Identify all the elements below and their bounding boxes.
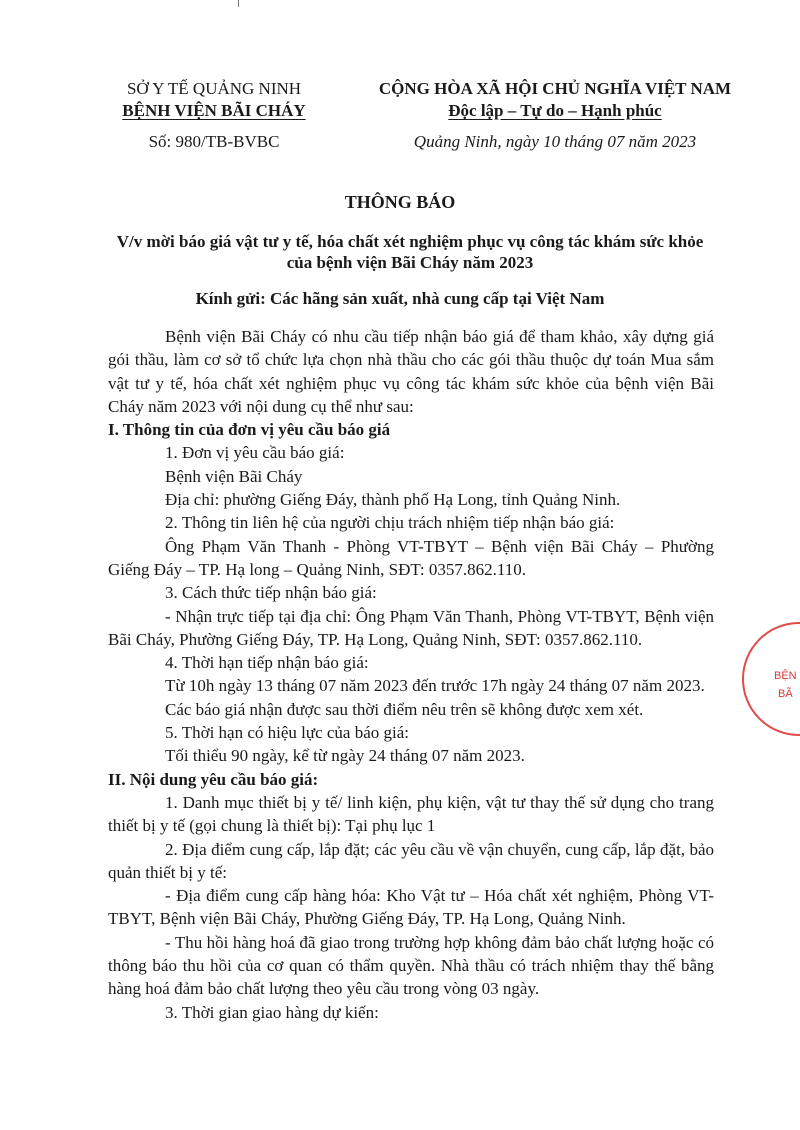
s1-p2: 2. Thông tin liên hệ của người chịu trách nhiệm tiếp nhận báo giá: bbox=[165, 513, 615, 533]
red-seal-stamp bbox=[742, 622, 800, 736]
intro-paragraph: Bệnh viện Bãi Cháy có nhu cầu tiếp nhận báo giá để tham khảo, xây dựng giá gói thầu, làm cơ sở tổ chức lựa chọn nhà thầu cho các gói thầu thuộc dự toán Mua sắm vật tư y tế, hóa chất xét nghiệm phục vụ công tác khám sức khỏe của bệnh viện Bãi Cháy năm 2023 với nội dung cụ thể như sau: bbox=[108, 327, 714, 416]
document-date: Quảng Ninh, ngày 10 tháng 07 năm 2023 bbox=[413, 132, 697, 151]
s1-p3a: - Nhận trực tiếp tại địa chỉ: Ông Phạm Văn Thanh, Phòng VT-TBYT, Bệnh viện Bãi Cháy, Phường Giếng Đáy, TP. Hạ Long, Quảng Ninh, SĐT: 0357.862.110. bbox=[108, 606, 714, 649]
section-2-heading: II. Nội dung yêu cầu báo giá: bbox=[108, 769, 319, 789]
nation-name: CỘNG HÒA XÃ HỘI CHỦ NGHĨA VIỆT NAM bbox=[378, 79, 732, 98]
header-left bbox=[104, 78, 324, 153]
s1-p4a: Từ 10h ngày 13 tháng 07 năm 2023 đến trước 17h ngày 24 tháng 07 năm 2023. bbox=[165, 676, 705, 696]
s1-p1b: Địa chỉ: phường Giếng Đáy, thành phố Hạ Long, tỉnh Quảng Ninh. bbox=[165, 490, 621, 510]
s1-p3: 3. Cách thức tiếp nhận báo giá: bbox=[165, 583, 377, 603]
s2-p3: 3. Thời gian giao hàng dự kiến: bbox=[165, 1002, 379, 1022]
national-motto: Độc lập – Tự do – Hạnh phúc bbox=[448, 101, 662, 120]
agency-name: SỞ Y TẾ QUẢNG NINH bbox=[126, 79, 302, 98]
hospital-name: BỆNH VIỆN BÃI CHÁY bbox=[122, 101, 306, 120]
header-right bbox=[350, 78, 760, 153]
s2-p1: 1. Danh mục thiết bị y tế/ linh kiện, phụ kiện, vật tư thay thế sử dụng cho trang thiết bị y tế (gọi chung là thiết bị): Tại phụ lục 1 bbox=[108, 792, 714, 836]
document-number: Số: 980/TB-BVBC bbox=[148, 132, 280, 151]
document-body bbox=[108, 325, 714, 1024]
s2-p2: 2. Địa điểm cung cấp, lắp đặt; các yêu cầu về vận chuyển, cung cấp, lắp đặt, bảo quản thiết bị y tế: bbox=[108, 839, 714, 882]
seal-text-2: BÃ bbox=[778, 688, 793, 700]
s1-p5: 5. Thời hạn có hiệu lực của báo giá: bbox=[165, 723, 410, 743]
seal-text-1: BỆN bbox=[774, 670, 797, 682]
document-title: THÔNG BÁO bbox=[344, 192, 456, 212]
s1-p1: 1. Đơn vị yêu cầu báo giá: bbox=[165, 443, 345, 463]
s1-p1a: Bệnh viện Bãi Cháy bbox=[165, 466, 303, 486]
s1-p5a: Tối thiểu 90 ngày, kể từ ngày 24 tháng 07 năm 2023. bbox=[165, 746, 525, 766]
s1-p2a: Ông Phạm Văn Thanh - Phòng VT-TBYT – Bệnh viện Bãi Cháy – Phường Giếng Đáy – TP. Hạ long – Quảng Ninh, SĐT: 0357.862.110. bbox=[108, 536, 714, 579]
scan-mark bbox=[238, 0, 239, 7]
s2-p2a: - Địa điểm cung cấp hàng hóa: Kho Vật tư – Hóa chất xét nghiệm, Phòng VT-TBYT, Bệnh viện Bãi Cháy, Phường Giếng Đáy, TP. Hạ Long, Quảng Ninh. bbox=[108, 886, 714, 929]
section-1-heading: I. Thông tin của đơn vị yêu cầu báo giá bbox=[108, 420, 391, 440]
recipient-line: Kính gửi: Các hãng sản xuất, nhà cung cấp tại Việt Nam bbox=[195, 289, 605, 308]
s1-p4b: Các báo giá nhận được sau thời điểm nêu trên sẽ không được xem xét. bbox=[165, 699, 644, 719]
document-subject: V/v mời báo giá vật tư y tế, hóa chất xét nghiệm phục vụ công tác khám sức khỏe của bệnh viện Bãi Cháy năm 2023 bbox=[116, 232, 704, 272]
s1-p4: 4. Thời hạn tiếp nhận báo giá: bbox=[165, 653, 369, 673]
s2-p2b: - Thu hồi hàng hoá đã giao trong trường hợp không đảm bảo chất lượng hoặc có thông báo thu hồi của cơ quan có thẩm quyền. Nhà thầu có trách nhiệm thay thế bằng hàng hoá đảm bảo chất lượng theo yêu cầu trong vòng 03 ngày. bbox=[108, 932, 714, 999]
